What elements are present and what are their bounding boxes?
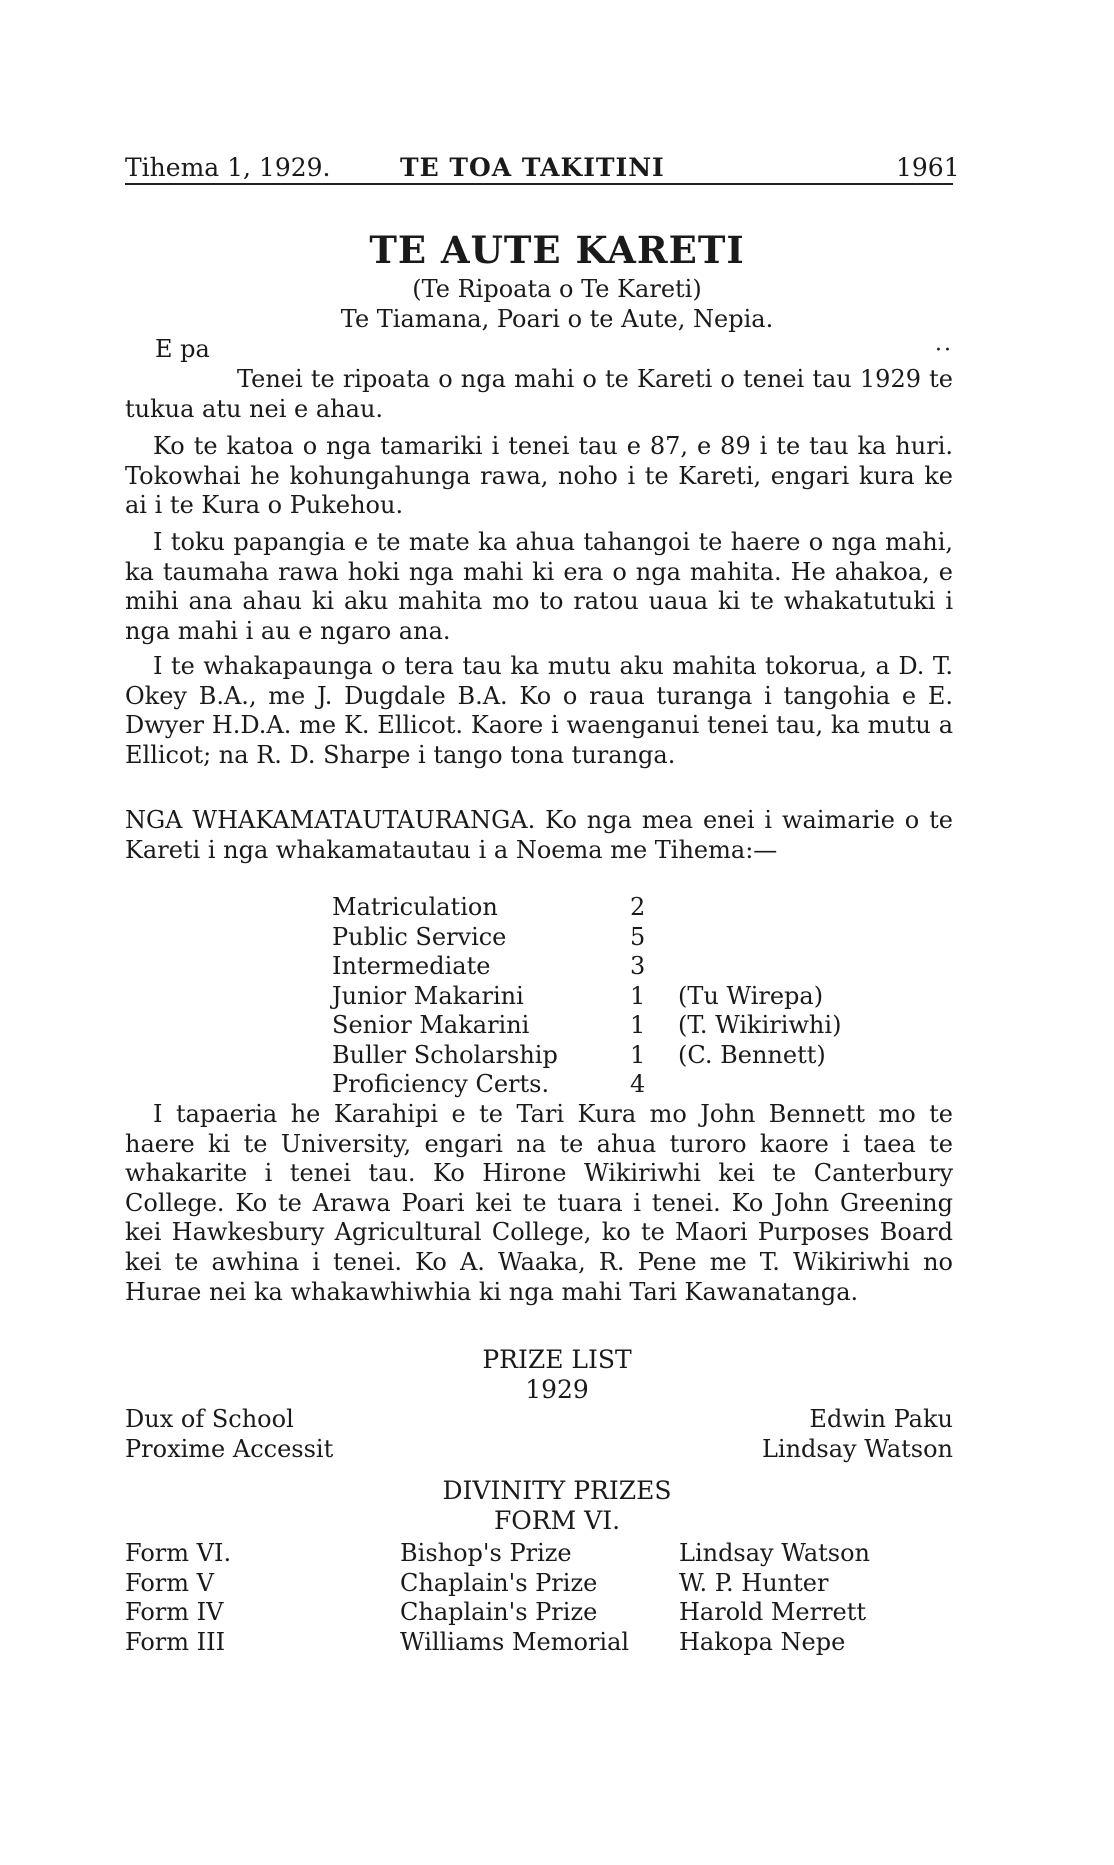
divinity-winner: Hakopa Nepe — [679, 1627, 846, 1656]
paragraph-1: Tenei te ripoata o nga mahi o te Kareti o tenei tau 1929 te tukua atu nei e ahau. — [125, 365, 953, 423]
divinity-prize: Bishop's Prize — [400, 1539, 572, 1567]
award-label: Dux of School — [125, 1405, 294, 1433]
exam-table-counts — [630, 893, 645, 1100]
salutation: E pa — [155, 335, 210, 363]
divinity-winner: Harold Merrett — [679, 1598, 867, 1626]
divinity-prize: Chaplain's Prize — [400, 1568, 598, 1597]
exam-count: 1 — [630, 1040, 646, 1069]
prize-list-heading: PRIZE LIST — [482, 1345, 632, 1374]
exam-row: Intermediate — [332, 952, 491, 980]
divinity-form: Form IV — [125, 1598, 224, 1626]
award-winner: Lindsay Watson — [761, 1434, 953, 1463]
exam-row: Matriculation — [332, 893, 498, 921]
divinity-form: Form III — [125, 1627, 226, 1656]
exam-note: (Tu Wirepa) — [678, 981, 824, 1010]
header-date: Tihema 1, 1929. — [125, 153, 331, 182]
divinity-prizes — [400, 1539, 629, 1657]
exam-count: 5 — [630, 922, 646, 951]
prize-list-year: 1929 — [525, 1375, 589, 1404]
divinity-form: Form VI. — [125, 1539, 232, 1567]
divinity-winners — [679, 1539, 870, 1657]
exams-paragraph: NGA WHAKAMATAUTAURANGA. Ko nga mea enei i waimarie o te Kareti i nga whakamatautau i a Noema me Tihema:— — [125, 806, 953, 864]
divinity-heading: DIVINITY PRIZES — [442, 1476, 672, 1505]
exam-count: 1 — [630, 1011, 646, 1039]
ornament-dots: ·· — [935, 338, 953, 363]
paragraph-2: Ko te katoa o nga tamariki i tenei tau e 87, e 89 i te tau ka huri. Tokowhai he kohungahunga rawa, noho i te Kareti, engari kura ke ai i te Kura o Pukehou. — [125, 432, 953, 520]
divinity-prize: Williams Memorial — [400, 1627, 630, 1656]
divinity-winner: Lindsay Watson — [679, 1539, 871, 1567]
article-title: TE AUTE KARETI — [369, 228, 745, 272]
award-names — [125, 1405, 333, 1464]
journal-title: TE TOA TAKITINI — [400, 153, 665, 182]
exam-row: Buller Scholarship — [332, 1040, 558, 1069]
exam-row: Public Service — [332, 922, 507, 951]
exam-row: Senior Makarini — [332, 1011, 530, 1039]
paragraph-3: I toku papangia e te mate ka ahua tahangoi te haere o nga mahi, ka taumaha rawa hoki nga mahi ki era o nga mahita. He ahakoa, e mihi ana ahau ki aku mahita mo to ratou uaua ki te whakatutuki i nga mahi i au e ngaro ana. — [125, 528, 953, 645]
exam-table-names — [332, 893, 558, 1100]
article-subtitle: (Te Ripoata o Te Kareti) — [412, 275, 702, 303]
closing-paragraph: I tapaeria he Karahipi e te Tari Kura mo John Bennett mo te haere ki te University, engari na te ahua turoro kaore i taea te whakarite i tenei tau. Ko Hirone Wikiriwhi kei te Canterbury College. Ko te Arawa Poari kei te tuara i tenei. Ko John Greening kei Hawkesbury Agricultural College, ko te Maori Purposes Board kei te awhina i tenei. Ko A. Waaka, R. Pene me T. Wikiriwhi no Hurae nei ka whakawhiwhia ki nga mahi Tari Kawanatanga. — [125, 1100, 953, 1306]
exam-note: (T. Wikiriwhi) — [678, 1011, 842, 1039]
page-number: 1961 — [896, 153, 960, 182]
exam-count: 1 — [630, 981, 646, 1010]
award-winner: Edwin Paku — [809, 1405, 953, 1433]
divinity-prize: Chaplain's Prize — [400, 1598, 598, 1626]
divinity-form: Form V — [125, 1568, 214, 1597]
paragraph-4: I te whakapaunga o tera tau ka mutu aku mahita tokorua, a D. T. Okey B.A., me J. Dugdale B.A. Ko o raua turanga i tangohia e E. Dwyer H.D.A. me K. Ellicot. Kaore i waenganui tenei tau, ka mutu a Ellicot; na R. D. Sharpe i tango tona turanga. — [125, 652, 953, 769]
exam-table-notes — [678, 893, 841, 1070]
divinity-forms — [125, 1539, 231, 1657]
exam-row: Proficiency Certs. — [332, 1070, 550, 1098]
exam-count: 3 — [630, 952, 646, 980]
exams-heading: NGA WHAKAMATAUTAURANGA. — [125, 806, 536, 834]
addressee: Te Tiamana, Poari o te Aute, Nepia. — [340, 305, 774, 333]
award-label: Proxime Accessit — [125, 1434, 334, 1463]
divinity-subheading: FORM VI. — [493, 1506, 621, 1535]
exam-note: (C. Bennett) — [678, 1040, 826, 1069]
divinity-winner: W. P. Hunter — [679, 1568, 829, 1597]
exam-count: 4 — [630, 1070, 646, 1098]
exam-row: Junior Makarini — [332, 981, 524, 1010]
award-winners — [762, 1405, 953, 1464]
header-rule — [125, 183, 953, 185]
exam-count: 2 — [630, 893, 646, 921]
